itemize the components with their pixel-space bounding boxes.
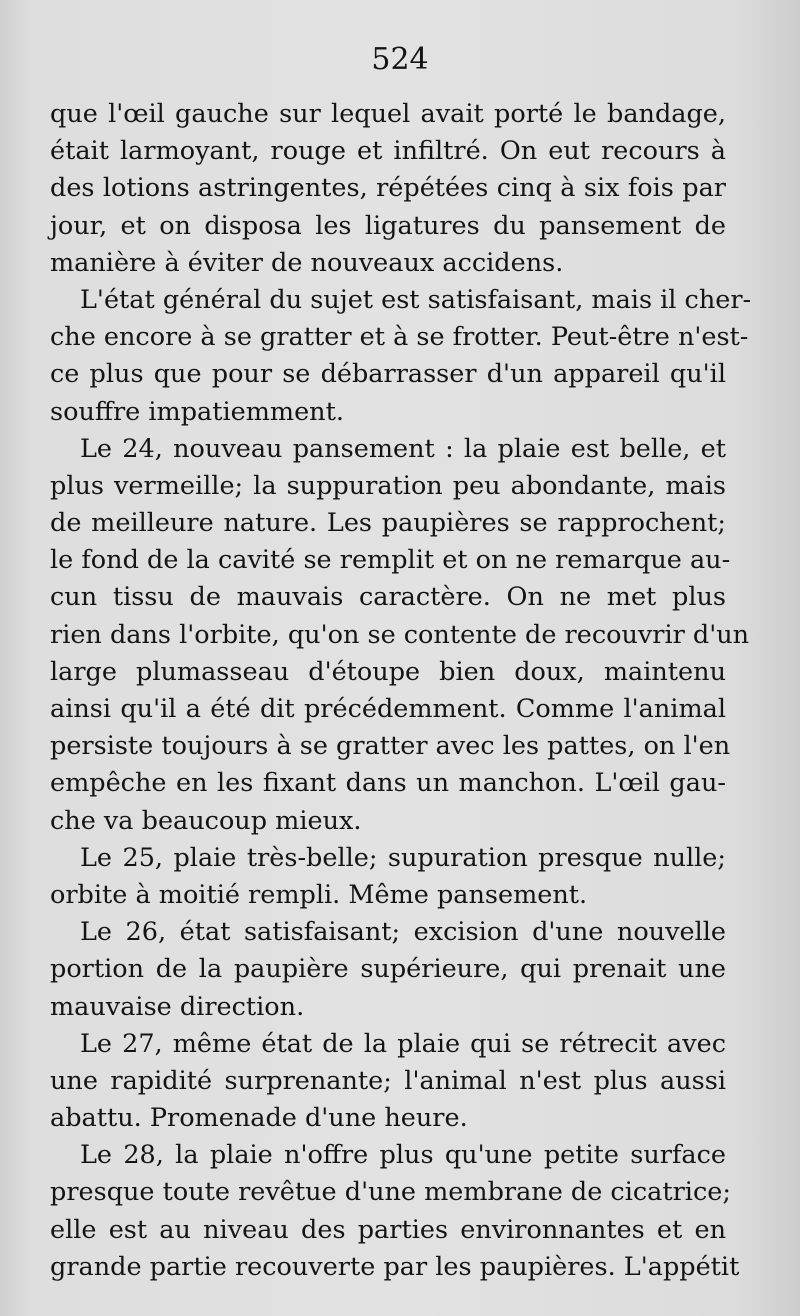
text-line: che encore à se gratter et à se frotter. Peut-être n'est- xyxy=(50,322,749,353)
text-line: jour, et on disposa les ligatures du pansement de xyxy=(50,210,726,241)
text-line: grande partie recouverte par les paupières. L'appétit xyxy=(50,1251,740,1282)
text-line: large plumasseau d'étoupe bien doux, maintenu xyxy=(50,656,726,687)
text-line: de meilleure nature. Les paupières se rapprochent; xyxy=(50,508,726,539)
text-line: que l'œil gauche sur lequel avait porté le bandage, xyxy=(50,99,726,129)
text-line: orbite à moitié rempli. Même pansement. xyxy=(50,879,588,910)
text-line: Le 25, plaie très-belle; supuration presque nulle; xyxy=(80,842,726,873)
text-line: persiste toujours à se gratter avec les pattes, on l'en xyxy=(50,731,731,762)
body-text xyxy=(50,96,752,1286)
text-line: portion de la paupière supérieure, qui prenait une xyxy=(50,954,726,985)
text-line: était larmoyant, rouge et infiltré. On eut recours à xyxy=(50,136,726,167)
page-number: 524 xyxy=(371,42,429,77)
text-line: elle est au niveau des parties environnantes et en xyxy=(50,1214,726,1245)
text-line: presque toute revêtue d'une membrane de cicatrice; xyxy=(50,1177,731,1208)
text-line: Le 27, même état de la plaie qui se rétrecit avec xyxy=(80,1028,726,1059)
text-line: manière à éviter de nouveaux accidens. xyxy=(50,247,564,278)
text-line: Le 24, nouveau pansement : la plaie est belle, et xyxy=(80,433,726,464)
text-line: L'état général du sujet est satisfaisant, mais il cher- xyxy=(80,284,752,315)
text-line: Le 28, la plaie n'offre plus qu'une petite surface xyxy=(80,1140,726,1171)
text-line: souffre impatiemment. xyxy=(50,396,344,427)
text-line: une rapidité surprenante; l'animal n'est plus aussi xyxy=(50,1065,726,1096)
text-line: rien dans l'orbite, qu'on se contente de recouvrir d'un xyxy=(50,619,750,650)
text-line: Le 26, état satisfaisant; excision d'une nouvelle xyxy=(80,917,726,948)
text-line: ainsi qu'il a été dit précédemment. Comme l'animal xyxy=(50,694,726,724)
text-line: cun tissu de mauvais caractère. On ne met plus xyxy=(50,582,726,613)
text-line: empêche en les fixant dans un manchon. L'œil gau- xyxy=(50,768,726,799)
text-line: abattu. Promenade d'une heure. xyxy=(50,1103,468,1134)
text-line: mauvaise direction. xyxy=(50,991,305,1022)
text-line: che va beaucoup mieux. xyxy=(50,805,362,836)
text-line: le fond de la cavité se remplit et on ne remarque au- xyxy=(50,545,731,576)
text-line: ce plus que pour se débarrasser d'un appareil qu'il xyxy=(50,359,726,390)
text-line: des lotions astringentes, répétées cinq à six fois par xyxy=(50,173,726,204)
text-line: plus vermeille; la suppuration peu abondante, mais xyxy=(50,470,726,501)
